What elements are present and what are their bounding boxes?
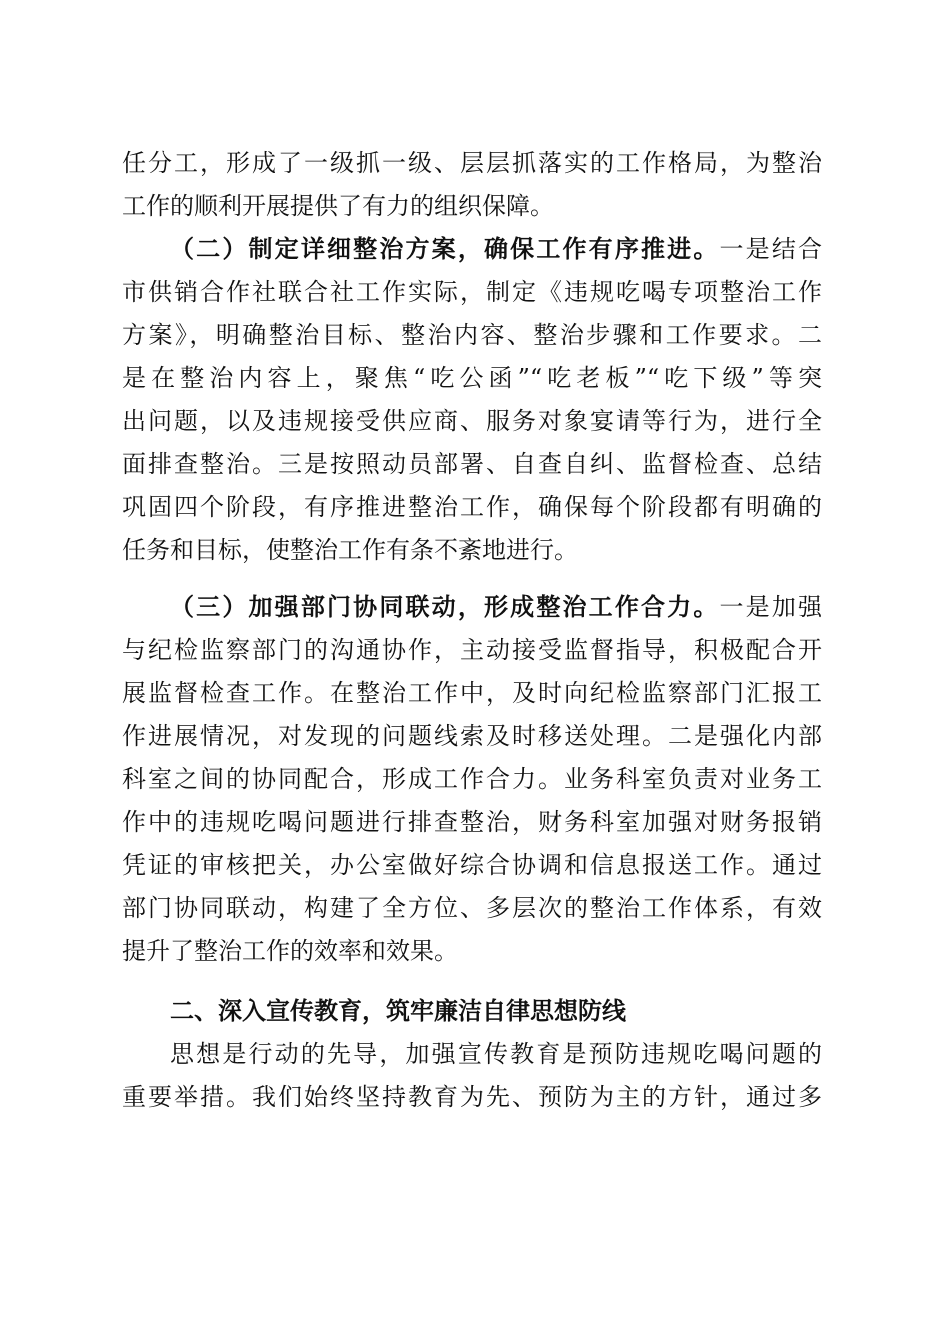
paragraph-line: 作中的违规吃喝问题进行排查整治，财务科室加强对财务报销 bbox=[122, 808, 822, 836]
paragraph-line: 是在整治内容上，聚焦“吃公函”“吃老板”“吃下级”等突 bbox=[122, 364, 822, 392]
paragraph-line: 任务和目标，使整治工作有条不紊地进行。 bbox=[122, 536, 578, 564]
paragraph-line: 面排查整治。三是按照动员部署、自查自纠、监督检查、总结 bbox=[122, 450, 822, 478]
paragraph-line: 凭证的审核把关，办公室做好综合协调和信息报送工作。通过 bbox=[122, 851, 822, 879]
paragraph-text: 一是结合 bbox=[719, 235, 822, 263]
paragraph-line: 工作的顺利开展提供了有力的组织保障。 bbox=[122, 192, 554, 220]
subheading-text: （二）制定详细整治方案，确保工作有序推进。 bbox=[170, 235, 720, 263]
paragraph-line: 任分工，形成了一级抓一级、层层抓落实的工作格局，为整治 bbox=[122, 149, 822, 177]
section-heading: 二、深入宣传教育，筑牢廉洁自律思想防线 bbox=[170, 997, 626, 1025]
paragraph-text: 一是加强 bbox=[719, 593, 822, 621]
subheading-line bbox=[170, 586, 822, 629]
paragraph-line: 提升了整治工作的效率和效果。 bbox=[122, 937, 458, 965]
paragraph-line: 作进展情况，对发现的问题线索及时移送处理。二是强化内部 bbox=[122, 722, 822, 750]
paragraph-line: 部门协同联动，构建了全方位、多层次的整治工作体系，有效 bbox=[122, 894, 822, 922]
paragraph-line: 巩固四个阶段，有序推进整治工作，确保每个阶段都有明确的 bbox=[122, 493, 822, 521]
paragraph-line: 方案》，明确整治目标、整治内容、整治步骤和工作要求。二 bbox=[122, 321, 822, 349]
subheading-line bbox=[170, 228, 822, 271]
paragraph-line: 出问题，以及违规接受供应商、服务对象宴请等行为，进行全 bbox=[122, 407, 822, 435]
paragraph-line: 与纪检监察部门的沟通协作，主动接受监督指导，积极配合开 bbox=[122, 636, 822, 664]
paragraph-line: 思想是行动的先导，加强宣传教育是预防违规吃喝问题的 bbox=[170, 1040, 822, 1068]
paragraph-line: 科室之间的协同配合，形成工作合力。业务科室负责对业务工 bbox=[122, 765, 822, 793]
paragraph-line: 重要举措。我们始终坚持教育为先、预防为主的方针，通过多 bbox=[122, 1083, 822, 1111]
paragraph-line: 市供销合作社联合社工作实际，制定《违规吃喝专项整治工作 bbox=[122, 278, 822, 306]
paragraph-line: 展监督检查工作。在整治工作中，及时向纪检监察部门汇报工 bbox=[122, 679, 822, 707]
subheading-text: （三）加强部门协同联动，形成整治工作合力。 bbox=[170, 593, 720, 621]
